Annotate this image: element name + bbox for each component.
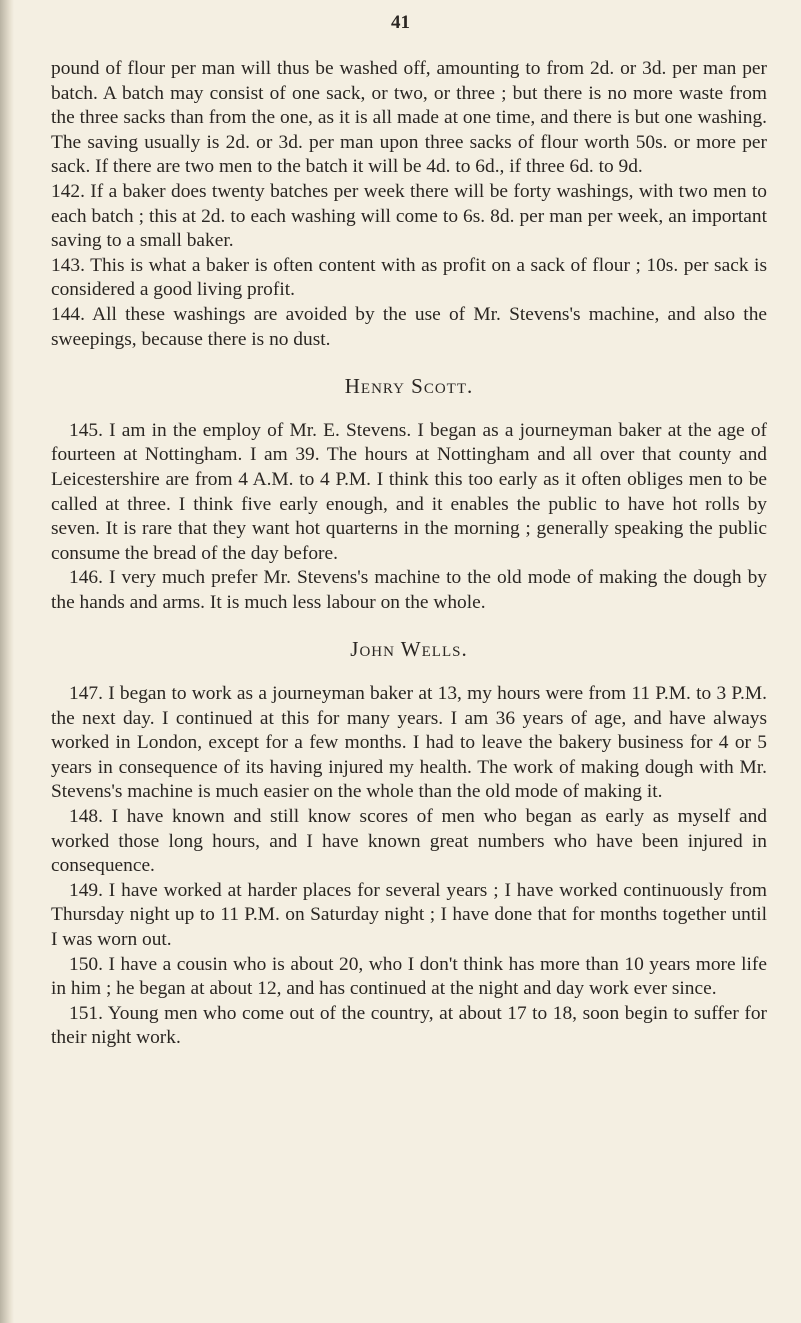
paragraph-144: 144. All these washings are avoided by the use of Mr. Stevens's machine, and also the sweepings, because there is no dust. — [51, 303, 767, 350]
paragraph-continued: pound of flour per man will thus be washed off, amounting to from 2d. or 3d. per man per batch. A batch may consist of one sack, or two, or three ; but there is no more waste from the three sacks than from the one, as it is all made at one time, and there is but one washing. The saving usually is 2d. or 3d. per man upon three sacks of flour worth 50s. or more per sack. If there are two men to the batch it will be 4d. to 6d., if three 6d. to 9d. — [51, 58, 767, 178]
paragraph-142: 142. If a baker does twenty batches per week there will be forty washings, with two men to each batch ; this at 2d. to each washing will come to 6s. 8d. per man per week, an important saving to a small baker. — [51, 180, 767, 252]
page-binding-shadow — [0, 0, 14, 1323]
paragraph-146: 146. I very much prefer Mr. Stevens's machine to the old mode of making the dough by the hands and arms. It is much less labour on the whole. — [51, 567, 767, 613]
witness-heading-john-wells: John Wells. — [350, 637, 468, 662]
paragraph-145: 145. I am in the employ of Mr. E. Stevens. I began as a journeyman baker at the age of fourteen at Nottingham. I am 39. The hours at Nottingham and all over that county and Leicestershire are from 4 A.M. to 4 P.M. I think this too early as it often obliges men to be called at three. I think five early enough, and it enables the public to have hot rolls by seven. It is rare that they want hot quarterns in the morning ; generally speaking the public consume the bread of the day before. — [51, 419, 767, 564]
paragraph-148: 148. I have known and still know scores of men who began as early as myself and worked those long hours, and I have known great numbers who have been injured in consequence. — [51, 806, 767, 877]
paragraph-151: 151. Young men who come out of the country, at about 17 to 18, soon begin to suffer for their night work. — [51, 1002, 767, 1049]
witness-heading-henry-scott: Henry Scott. — [344, 374, 474, 399]
paragraph-147: 147. I began to work as a journeyman baker at 13, my hours were from 11 P.M. to 3 P.M. the next day. I continued at this for many years. I am 36 years of age, and have always worked in London, except for a few months. I had to leave the bakery business for 4 or 5 years in consequence of its having injured my health. The work of making dough with Mr. Stevens's machine is much easier on the whole than the old mode of making it. — [51, 683, 767, 803]
paragraph-149: 149. I have worked at harder places for several years ; I have worked continuously from Thursday night up to 11 P.M. on Saturday night ; I have done that for months together until I was worn out. — [51, 879, 767, 950]
paragraph-150: 150. I have a cousin who is about 20, who I don't think has more than 10 years more life in him ; he began at about 12, and has continued at the night and day work ever since. — [51, 953, 767, 1000]
page-body — [51, 57, 767, 1051]
page-number: 41 — [391, 12, 410, 33]
paragraph-143: 143. This is what a baker is often content with as profit on a sack of flour ; 10s. per sack is considered a good living profit. — [51, 254, 767, 301]
